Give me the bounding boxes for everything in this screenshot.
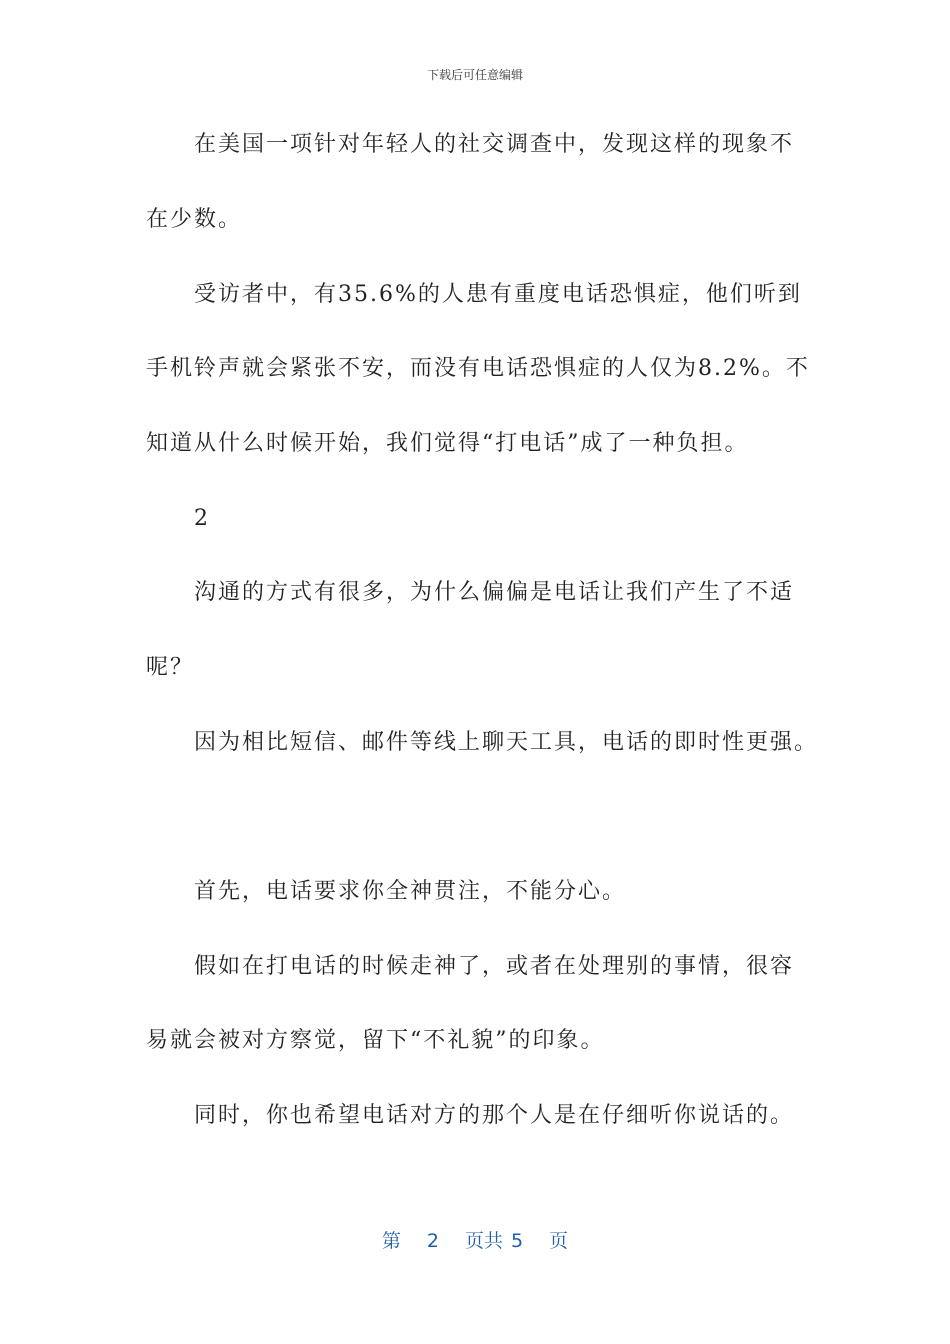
paragraph-line: 假如在打电话的时候走神了，或者在处理别的事情，很容 <box>194 954 795 979</box>
paragraph-line: 首先，电话要求你全神贯注，不能分心。 <box>194 879 627 904</box>
paragraph-line: 受访者中，有35.6%的人患有重度电话恐惧症，他们听到 <box>194 282 802 307</box>
footer-prefix: 第 <box>381 1230 401 1252</box>
paragraph-line: 呢？ <box>146 655 195 680</box>
paragraph-line: 在少数。 <box>146 207 243 232</box>
footer-total-pages: 5 <box>511 1230 524 1252</box>
paragraph-line: 因为相比短信、邮件等线上聊天工具，电话的即时性更强。 <box>194 730 819 755</box>
page-header-note: 下载后可任意编辑 <box>426 68 523 82</box>
section-number: 2 <box>194 506 210 531</box>
footer-middle: 页共 <box>464 1230 503 1252</box>
page-number-footer <box>0 1226 950 1253</box>
paragraph-line: 在美国一项针对年轻人的社交调查中，发现这样的现象不 <box>194 132 795 157</box>
paragraph-line: 沟通的方式有很多，为什么偏偏是电话让我们产生了不适 <box>194 580 795 605</box>
paragraph-line: 知道从什么时候开始，我们觉得“打电话”成了一种负担。 <box>146 431 749 456</box>
footer-suffix: 页 <box>549 1230 569 1252</box>
paragraph-line: 同时，你也希望电话对方的那个人是在仔细听你说话的。 <box>194 1103 795 1128</box>
paragraph-line: 易就会被对方察觉，留下“不礼貌”的印象。 <box>146 1028 605 1053</box>
paragraph-line: 手机铃声就会紧张不安，而没有电话恐惧症的人仅为8.2%。不 <box>146 356 810 381</box>
footer-current-page: 2 <box>426 1230 439 1252</box>
